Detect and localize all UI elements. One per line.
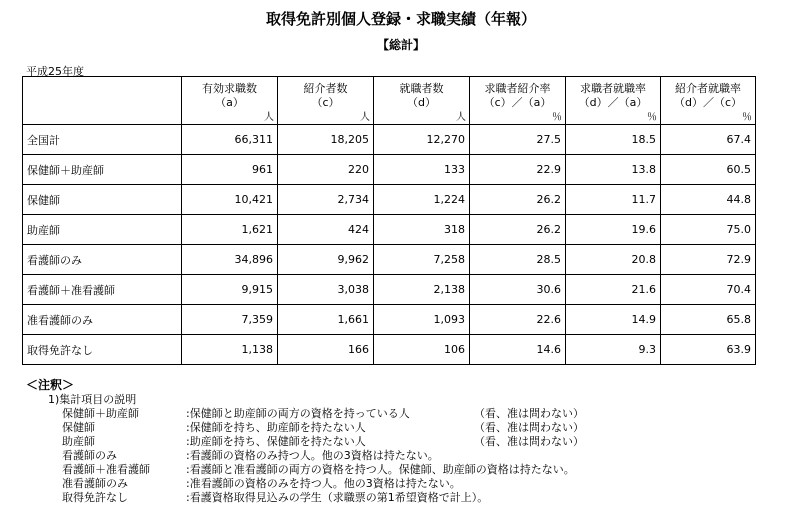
row-label: 保健師＋助産師 [23,155,182,185]
note-extra: （看、准は問わない） [474,407,584,420]
note-extra: （看、准は問わない） [474,421,584,434]
table-cell: 27.5 [470,125,566,155]
table-cell: 13.8 [566,155,661,185]
table-cell: 1,621 [182,215,278,245]
table-cell: 9,915 [182,275,278,305]
table-row [23,155,756,185]
table-cell: 20.8 [566,245,661,275]
note-desc: :保健師を持ち、助産師を持たない人 [186,421,366,434]
table-cell: 22.9 [470,155,566,185]
row-label: 助産師 [23,215,182,245]
table-cell: 9,962 [278,245,374,275]
header-cell [470,77,566,125]
table-cell: 44.8 [661,185,756,215]
table-cell: 28.5 [470,245,566,275]
note-item: 看護師のみ [62,449,117,462]
table-cell: 14.9 [566,305,661,335]
header-name: 求職者就職率 [580,82,646,95]
header-cell [374,77,470,125]
table-cell: 11.7 [566,185,661,215]
note-item: 看護師＋准看護師 [62,463,150,476]
table-row [23,305,756,335]
note-item: 准看護師のみ [62,477,128,490]
table-cell: 424 [278,215,374,245]
notes-title: ＜注釈＞ [26,378,75,392]
notes-subtitle: 1)集計項目の説明 [48,393,137,406]
note-item: 取得免許なし [62,491,128,504]
note-item: 保健師＋助産師 [62,407,139,420]
table-cell: 1,224 [374,185,470,215]
table-cell: 60.5 [661,155,756,185]
note-extra: （看、准は問わない） [474,435,584,448]
table-cell: 106 [374,335,470,365]
table-cell: 18,205 [278,125,374,155]
table-row [23,245,756,275]
table-cell: 21.6 [566,275,661,305]
table-row [23,215,756,245]
header-cell [182,77,278,125]
header-unit: ％ [552,112,562,123]
header-unit: ％ [742,112,752,123]
table-cell: 2,138 [374,275,470,305]
table-cell: 65.8 [661,305,756,335]
header-formula: （c） [311,96,340,109]
table-cell: 3,038 [278,275,374,305]
table-cell: 133 [374,155,470,185]
header-formula: （d） [407,96,436,109]
table-cell: 7,359 [182,305,278,335]
header-formula: （a） [215,96,244,109]
header-corner [23,77,182,125]
table-cell: 22.6 [470,305,566,335]
table-cell: 14.6 [470,335,566,365]
table-cell: 67.4 [661,125,756,155]
table-cell: 26.2 [470,185,566,215]
table-cell: 7,258 [374,245,470,275]
table-cell: 30.6 [470,275,566,305]
table-cell: 9.3 [566,335,661,365]
note-desc: :准看護師の資格のみを持つ人。他の3資格は持たない。 [186,477,461,490]
header-cell [661,77,756,125]
header-formula: （d）／（c） [673,96,743,109]
table-cell: 63.9 [661,335,756,365]
header-cell [278,77,374,125]
header-name: 有効求職数 [202,82,257,95]
table-cell: 1,093 [374,305,470,335]
header-unit: 人 [264,112,274,123]
row-label: 准看護師のみ [23,305,182,335]
table-cell: 26.2 [470,215,566,245]
table-cell: 10,421 [182,185,278,215]
table-header-row [23,77,756,125]
note-item: 保健師 [62,421,95,434]
table-row [23,125,756,155]
table-cell: 1,661 [278,305,374,335]
header-unit: 人 [360,112,370,123]
header-name: 就職者数 [399,82,444,95]
table-cell: 18.5 [566,125,661,155]
table-cell: 961 [182,155,278,185]
header-cell [566,77,661,125]
page-title: 取得免許別個人登録・求職実績（年報） [265,10,536,28]
header-unit: ％ [647,112,657,123]
note-desc: :助産師を持ち、保健師を持たない人 [186,435,366,448]
table-cell: 1,138 [182,335,278,365]
table-cell: 220 [278,155,374,185]
table-cell: 2,734 [278,185,374,215]
header-unit: 人 [456,112,466,123]
note-desc: :看護資格取得見込みの学生（求職票の第1希望資格で計上）。 [186,491,489,504]
row-label: 看護師＋准看護師 [23,275,182,305]
table-cell: 34,896 [182,245,278,275]
row-label: 全国計 [23,125,182,155]
year-label: 平成25年度 [26,65,84,78]
table-row [23,275,756,305]
header-name: 求職者紹介率 [484,82,551,95]
note-desc: :看護師の資格のみ持つ人。他の3資格は持たない。 [186,449,439,462]
row-label: 看護師のみ [23,245,182,275]
table-cell: 19.6 [566,215,661,245]
stats-table [22,76,756,365]
table-cell: 70.4 [661,275,756,305]
table-cell: 66,311 [182,125,278,155]
table-cell: 318 [374,215,470,245]
table-row [23,185,756,215]
table-cell: 75.0 [661,215,756,245]
note-desc: :看護師と准看護師の両方の資格を持つ人。保健師、助産師の資格は持たない。 [186,463,575,476]
row-label: 取得免許なし [23,335,182,365]
page-subtitle: 【総計】 [376,38,425,52]
header-name: 紹介者就職率 [675,82,741,95]
header-formula: （c）／（a） [483,96,552,109]
header-name: 紹介者数 [303,82,348,95]
header-formula: （d）／（a） [578,96,648,109]
table-cell: 166 [278,335,374,365]
table-cell: 72.9 [661,245,756,275]
table-cell: 12,270 [374,125,470,155]
table-row [23,335,756,365]
note-desc: :保健師と助産師の両方の資格を持っている人 [186,407,410,420]
row-label: 保健師 [23,185,182,215]
note-item: 助産師 [62,435,95,448]
